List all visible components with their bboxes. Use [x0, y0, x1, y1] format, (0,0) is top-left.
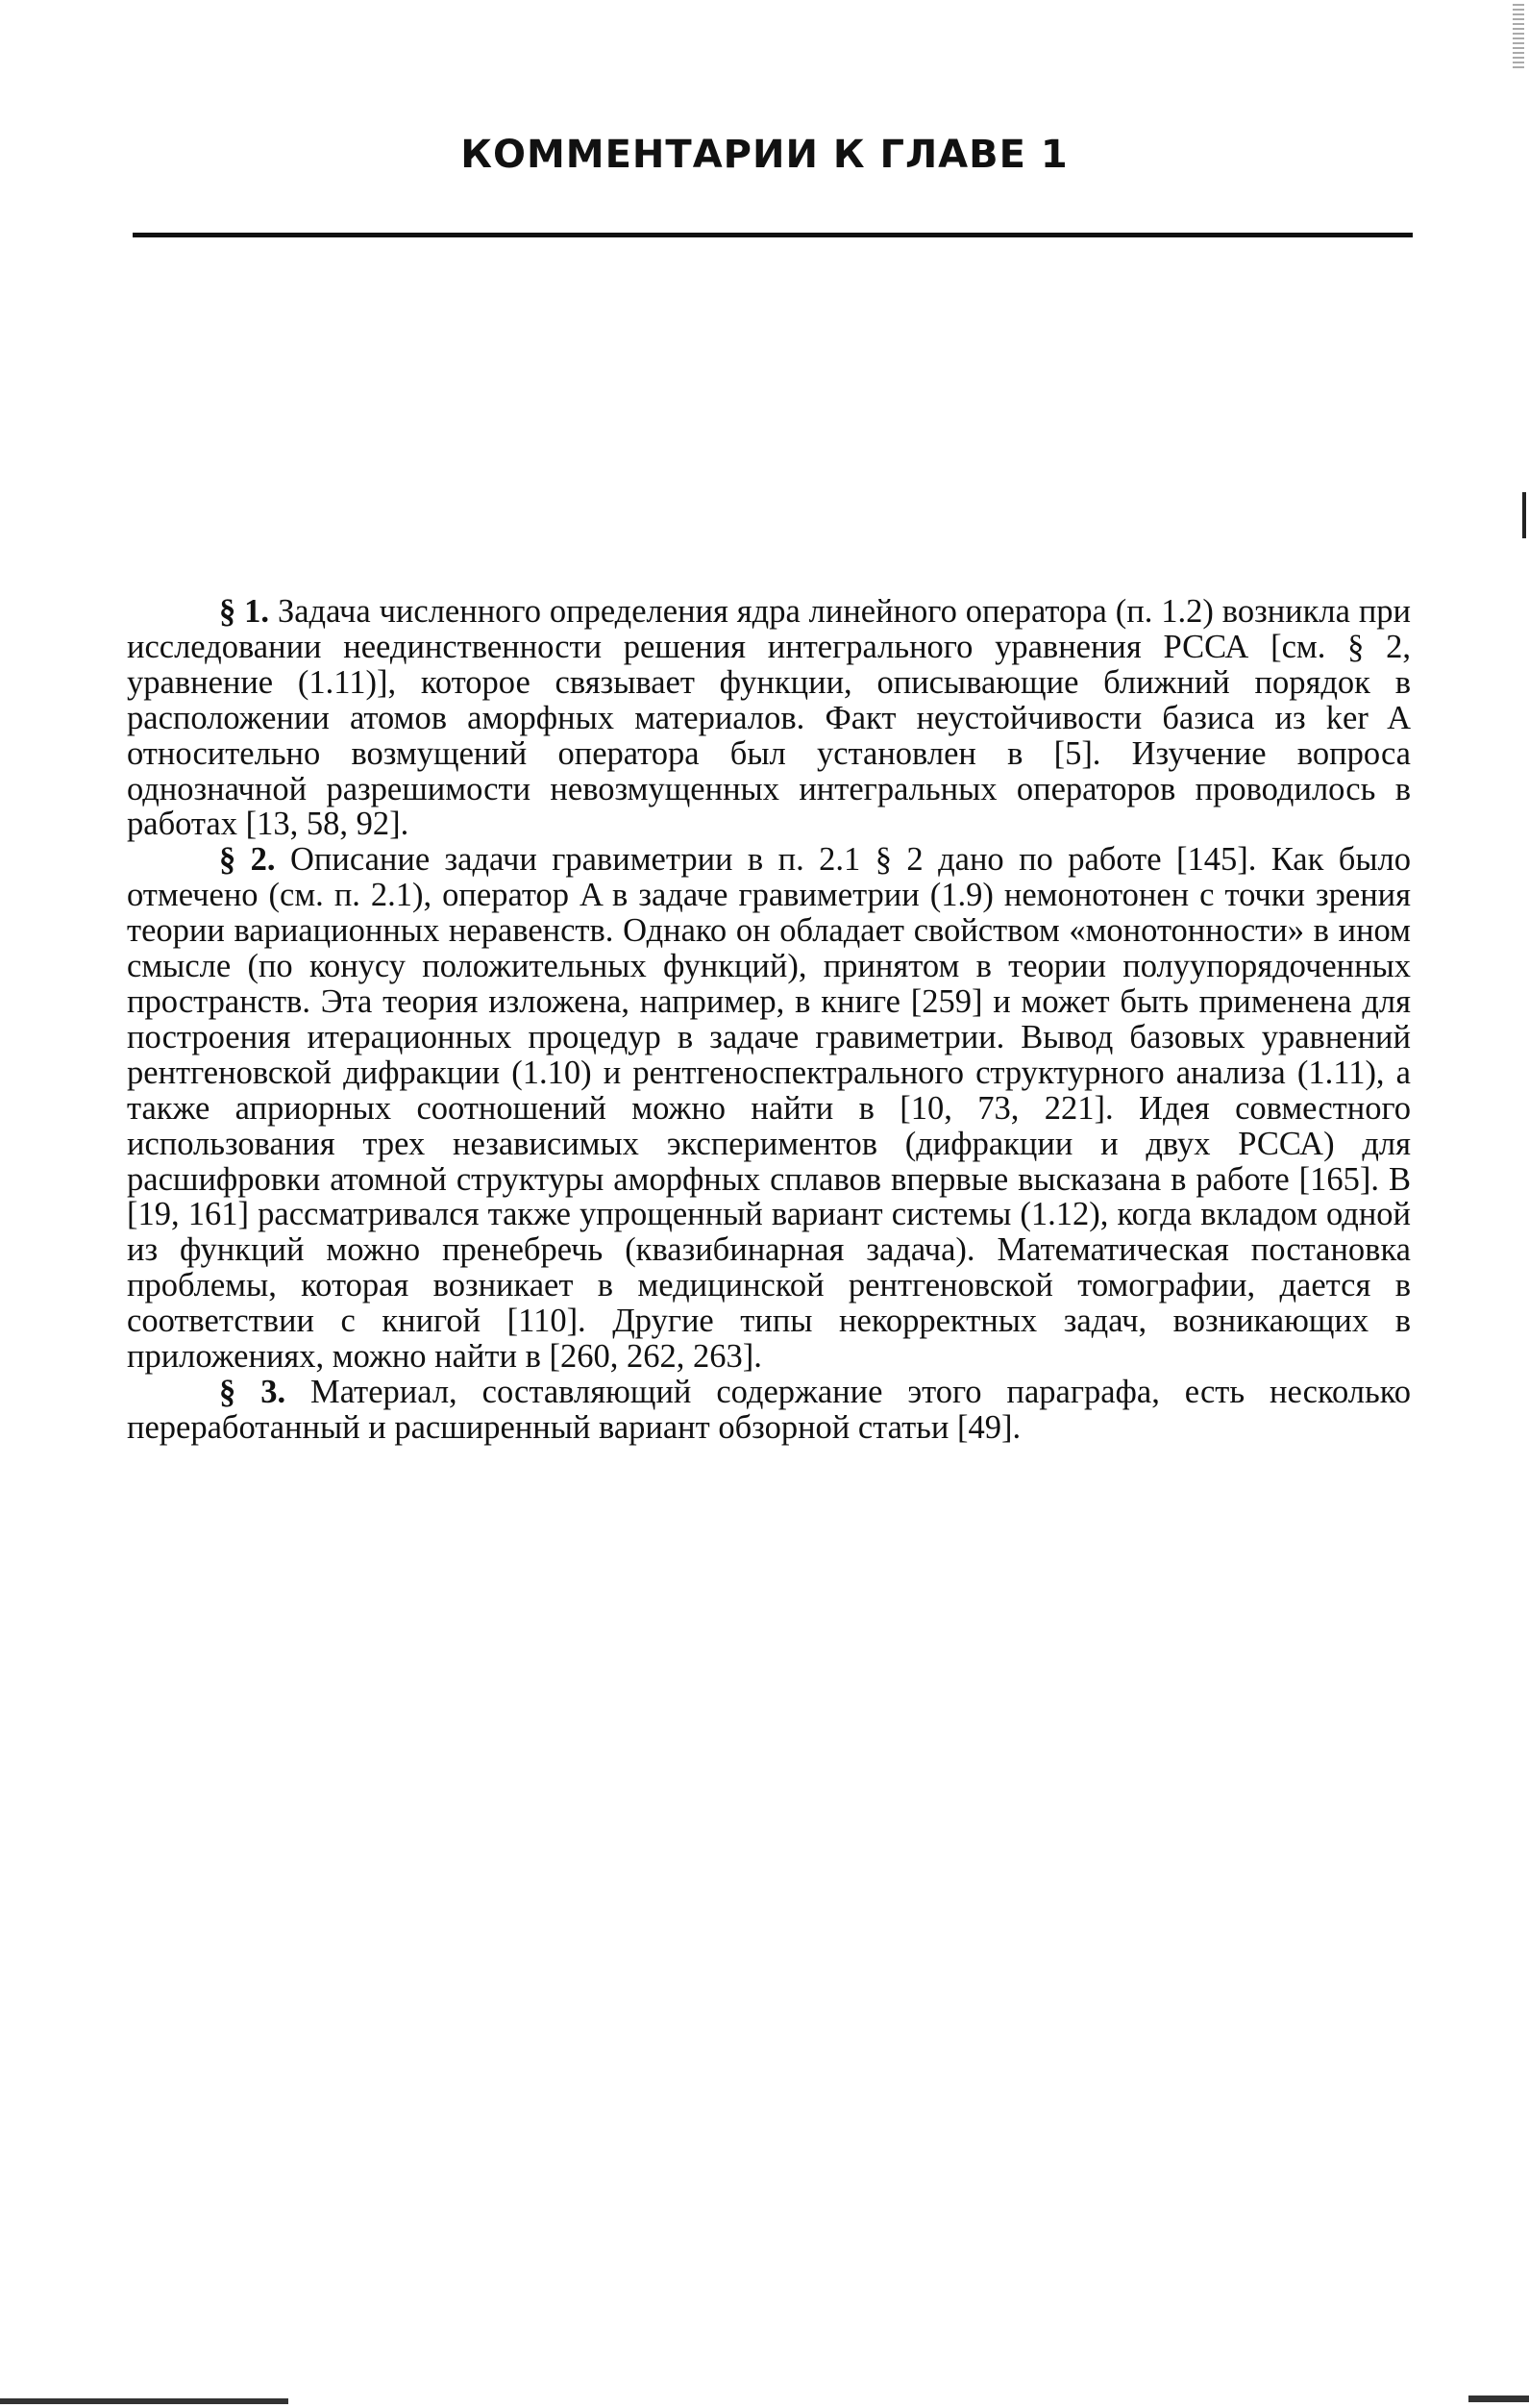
- scan-edge-mark-side: [1522, 492, 1526, 538]
- paragraph-1-number: § 1.: [219, 593, 270, 630]
- paragraph-2-number: § 2.: [219, 841, 276, 879]
- paragraph-2-text: Описание задачи гравиметрии в п. 2.1 § 2 дано по работе [145]. Как было отмечено (см. п. 2.1), оператор A в задаче гравиметрии (1.9) немонотонен с точки зрения теории вариационных неравенств. Однако он обладает свойством «монотонности» в ином смысле (по конусу положительных функций), принятом в теории полуупорядоченных пространств. Эта теория изложена, например, в книге [259] и может быть применена для построения итерационных процедур в задаче гравиметрии. Вывод базовых уравнений рентгеновской дифракции (1.10) и рентгеноспектрального структурного анализа (1.11), а также априорных соотношений можно найти в [10, 73, 221]. Идея совместного использования трех независимых экспериментов (дифракции и двух РССА) для расшифровки атомной структуры аморфных сплавов впервые высказана в работе [165]. В [19, 161] рассматривался также упрощенный вариант системы (1.12), когда вкладом одной из функций можно пренебречь (квазибинарная задача). Математическая постановка проблемы, которая возникает в медицинской рентгеновской томографии, дается в соответствии с книгой [110]. Другие типы некорректных задач, возникающих в приложениях, можно найти в [260, 262, 263].: [127, 841, 1412, 1376]
- scan-edge-mark-top: [1513, 4, 1524, 71]
- scan-edge-mark-bottom-right: [1468, 2396, 1529, 2402]
- paragraph-1: [127, 594, 1411, 842]
- paragraph-3-text: Материал, составляющий содержание этого параграфа, есть несколько переработанный и расширенный вариант обзорной статьи [49].: [127, 1373, 1412, 1446]
- paragraph-3: [127, 1375, 1411, 1446]
- paragraph-1-text: Задача численного определения ядра линейного оператора (п. 1.2) возникла при исследовании неединственности решения интегрального уравнения РССА [см. § 2, уравнение (1.11)], которое связывает функции, описывающие ближний порядок в расположении атомов аморфных материалов. Факт неустойчивости базиса из ker A относительно возмущений оператора был установлен в [5]. Изучение вопроса однозначной разрешимости невозмущенных интегральных операторов проводилось в работах [13, 58, 92].: [127, 593, 1411, 843]
- commentary-body: [127, 594, 1411, 1446]
- page-title: КОММЕНТАРИИ К ГЛАВЕ 1: [460, 133, 1069, 177]
- paragraph-3-number: § 3.: [219, 1373, 286, 1410]
- scan-edge-mark-bottom-left: [0, 2398, 288, 2404]
- paragraph-2: [127, 842, 1411, 1375]
- title-rule: [133, 233, 1413, 237]
